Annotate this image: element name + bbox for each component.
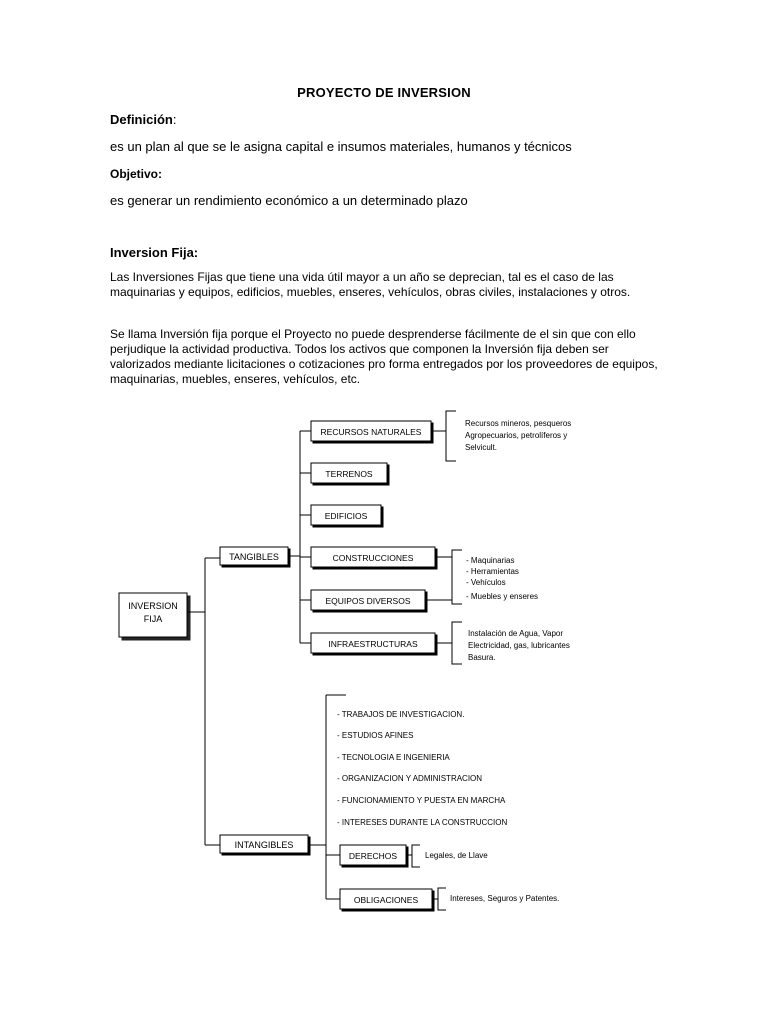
paragraph-1: Las Inversiones Fijas que tiene una vida útil mayor a un año se deprecian, tal es el caso de las maquinarias y equipos, edificios, muebles, enseres, vehículos, obras civiles, instalaciones y otros. — [110, 270, 631, 299]
derechos-note: Legales, de Llave — [425, 851, 488, 860]
objective-text: es generar un rendimiento económico a un determinado plazo — [110, 193, 468, 208]
root-line-2: FIJA — [143, 614, 163, 624]
tangible-item: TERRENOS — [325, 469, 373, 479]
recursos-note: Selvicult. — [465, 443, 498, 452]
tangible-item: EDIFICIOS — [324, 511, 368, 521]
obligaciones-label: OBLIGACIONES — [353, 895, 419, 905]
page-title: PROYECTO DE INVERSION — [297, 85, 471, 100]
objective-label: Objetivo: — [110, 167, 163, 181]
intangibles-label: INTANGIBLES — [234, 840, 294, 850]
equipment-note: - Muebles y enseres — [466, 592, 539, 601]
intangible-item: - ESTUDIOS AFINES — [337, 731, 414, 740]
fixed-investment-heading: Inversion Fija: — [110, 245, 199, 260]
paragraph-2: Se llama Inversión fija porque el Proyecto no puede desprenderse fácilmente de el sin que con ello perjudique la actividad productiva. Todos los activos que componen la Inversión fija deben ser valorizados mediante licitaciones o cotizaciones pro forma entregados por los proveedores de equipos, maquinarias, muebles, enseres, vehículos, etc. — [110, 327, 658, 386]
definition-text: es un plan al que se le asigna capital e insumos materiales, humanos y técnicos — [110, 139, 572, 154]
tangible-item: EQUIPOS DIVERSOS — [325, 596, 411, 606]
tangible-item: RECURSOS NATURALES — [320, 427, 422, 437]
tangible-item: INFRAESTRUCTURAS — [328, 639, 418, 649]
derechos-label: DERECHOS — [348, 851, 398, 861]
tangibles-label: TANGIBLES — [229, 552, 279, 562]
infra-note: Instalación de Agua, Vapor — [468, 629, 564, 638]
recursos-note: Agropecuarios, petrolíferos y — [465, 431, 568, 440]
equipment-note: - Maquinarias — [466, 556, 515, 565]
tangible-item: CONSTRUCCIONES — [332, 553, 414, 563]
equipment-note: - Vehículos — [466, 578, 506, 587]
definition-heading: Definición — [110, 112, 173, 127]
recursos-note: Recursos mineros, pesqueros — [465, 419, 572, 428]
definition-colon: : — [172, 112, 177, 127]
intangible-item: - FUNCIONAMIENTO Y PUESTA EN MARCHA — [337, 796, 506, 805]
obligaciones-note: Intereses, Seguros y Patentes. — [450, 894, 560, 903]
intangible-item: - ORGANIZACION Y ADMINISTRACION — [337, 774, 483, 783]
root-line-1: INVERSION — [128, 601, 178, 611]
equipment-note: - Herramientas — [466, 567, 519, 576]
intangible-item: - INTERESES DURANTE LA CONSTRUCCION — [337, 818, 508, 827]
infra-note: Electricidad, gas, lubricantes — [468, 641, 570, 650]
intangible-item: - TRABAJOS DE INVESTIGACION. — [337, 710, 465, 719]
intangible-item: - TECNOLOGIA E INGENIERIA — [337, 753, 450, 762]
infra-note: Basura. — [468, 653, 496, 662]
